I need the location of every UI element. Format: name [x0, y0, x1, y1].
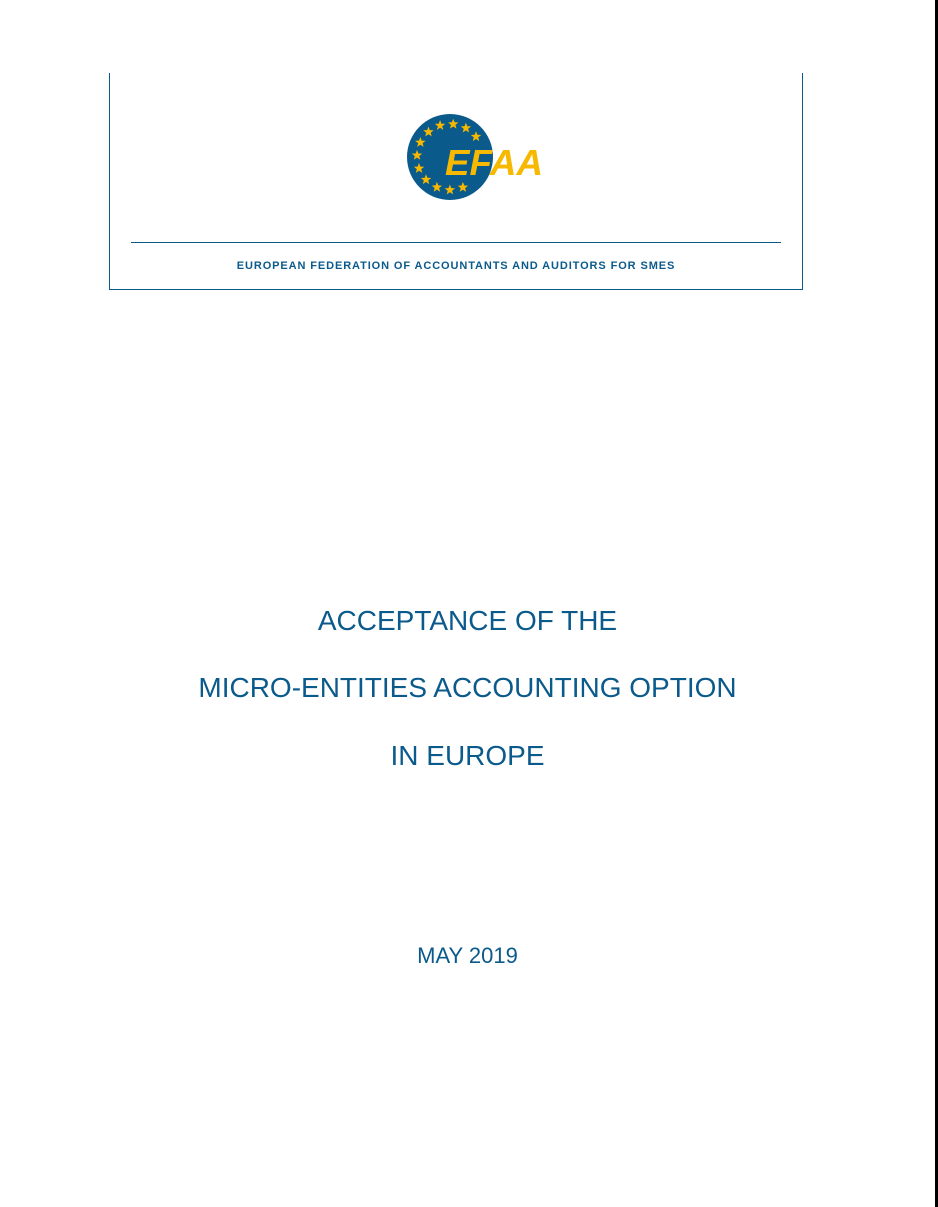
publication-date: MAY 2019	[417, 943, 518, 968]
organization-name: EUROPEAN FEDERATION OF ACCOUNTANTS AND AUDITORS FOR SMES	[236, 260, 676, 272]
svg-text:EFAA: EFAA	[445, 142, 543, 183]
title-line-3: IN EUROPE	[390, 740, 545, 771]
title-line-2: MICRO-ENTITIES ACCOUNTING OPTION	[198, 672, 737, 703]
header-divider	[131, 242, 781, 243]
efaa-logo	[405, 109, 550, 205]
header-box	[109, 73, 803, 290]
title-line-1: ACCEPTANCE OF THE	[317, 605, 618, 636]
